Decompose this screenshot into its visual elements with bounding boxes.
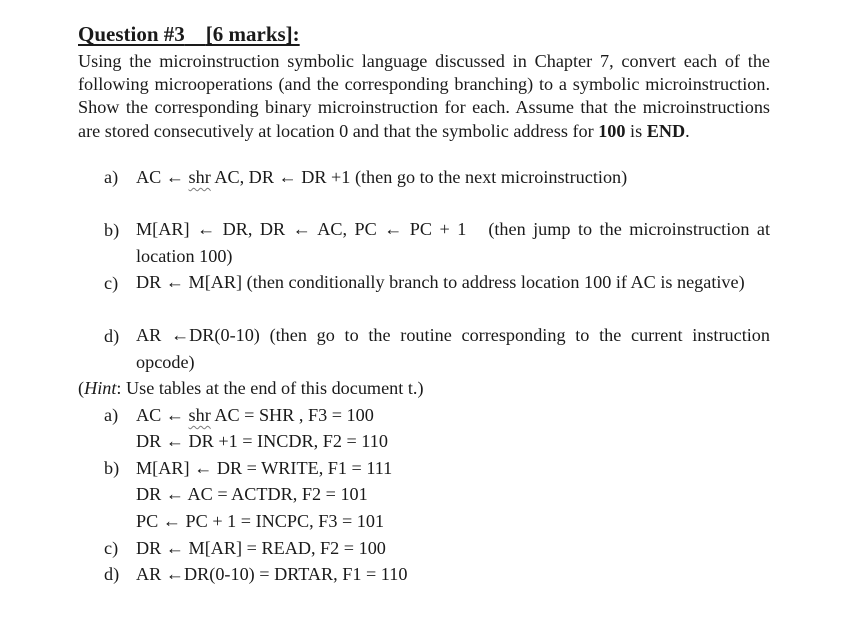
item-c-text: DR ← M[AR] (then conditionally branch to address location 100 if AC is negative) [136,272,745,292]
item-c-letter: c) [104,273,119,293]
shr-word: shr [188,167,211,187]
item-d-text: AR ←DR(0-10) (then go to the routine corresponding to the current instruction opcode) [136,325,770,372]
item-d-letter: d) [104,326,120,346]
intro-symbol: END [646,120,686,141]
intro-text: Using the microinstruction symbolic language discussed in Chapter 7, convert each of the following microoperations (and the corresponding branching) to a symbolic microinstruction. Show the corresponding binary microinstruction for each. Assume that the microinstructions are stored consecutively at location 0 and that the symbolic address for [78,51,770,141]
item-a-letter: a) [104,167,119,187]
hint-line: (Hint: Use tables at the end of this document t.) [78,378,424,398]
intro-text-2: is [625,120,647,141]
item-b-letter: b) [104,220,120,240]
intro-address: 100 [598,120,626,141]
answer-b-letter: b) [104,458,120,478]
hint-label: Hint [84,378,117,398]
question-marks: [6 marks]: [205,22,300,46]
question-number: Question #3 [78,22,185,46]
question-heading [78,22,300,47]
answer-c-letter: c) [104,538,119,558]
intro-period: . [685,120,690,141]
answer-d-letter: d) [104,564,120,584]
shr-word-answer: shr [188,405,211,425]
item-b-text: M[AR] ← DR, DR ← AC, PC ← PC + 1 (then jump to the microinstruction at location 100) [136,219,771,266]
answer-c-line1: DR ← M[AR] = READ, F2 = 100 [136,538,386,558]
answer-d-line1: AR ←DR(0-10) = DRTAR, F1 = 110 [136,564,408,584]
answer-b-line2: DR ← AC = ACTDR, F2 = 101 [136,484,368,504]
answer-a-letter: a) [104,405,119,425]
answer-a-line2: DR ← DR +1 = INCDR, F2 = 110 [136,431,388,451]
question-intro [78,50,770,143]
answer-b-line3: PC ← PC + 1 = INCPC, F3 = 101 [136,511,385,531]
item-a-text: AC ← shr AC, DR ← DR +1 (then go to the next microinstruction) [136,167,628,187]
answer-b-line1: M[AR] ← DR = WRITE, F1 = 111 [136,458,393,478]
answer-a-line1: AC ← shr AC = SHR , F3 = 100 [136,405,374,425]
